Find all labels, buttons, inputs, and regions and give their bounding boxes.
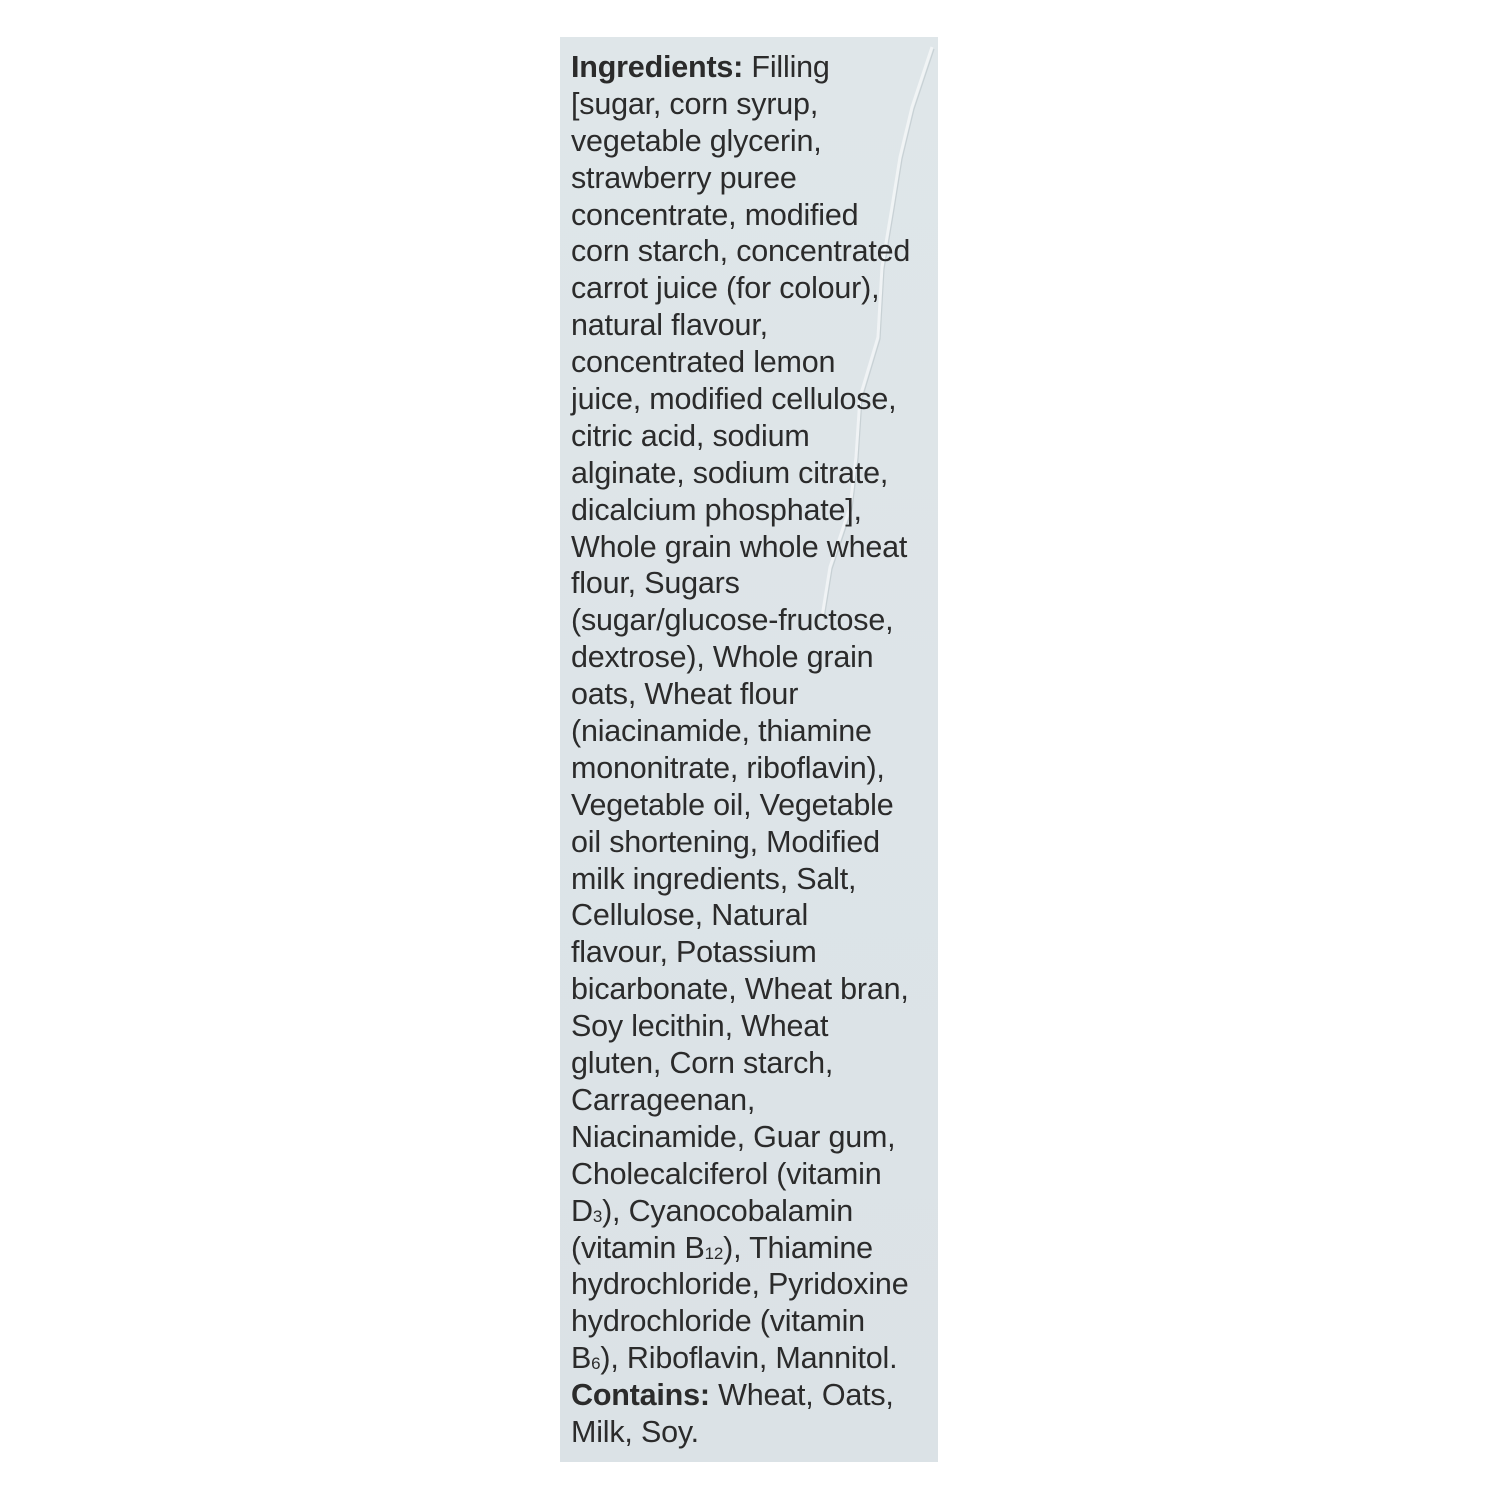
ingredients-line: concentrate, modified: [571, 197, 859, 232]
ingredients-line: citric acid, sodium: [571, 418, 810, 453]
ingredients-line: Vegetable oil, Vegetable: [571, 787, 894, 822]
contains-end-line: Milk, Soy.: [571, 1414, 699, 1449]
b12-suffix: ), Thiamine: [723, 1230, 873, 1265]
ingredients-line: oil shortening, Modified: [571, 824, 880, 859]
ingredients-line: (niacinamide, thiamine: [571, 714, 872, 749]
ingredients-line: vegetable glycerin,: [571, 123, 822, 158]
ingredients-line: gluten, Corn starch,: [571, 1046, 834, 1081]
ingredients-line: Carrageenan,: [571, 1082, 756, 1117]
ingredients-line: Cholecalciferol (vitamin: [571, 1156, 882, 1191]
contains-text: Wheat, Oats,: [709, 1378, 894, 1413]
ingredients-line: [sugar, corn syrup,: [571, 86, 819, 121]
b6-prefix: B: [571, 1341, 592, 1376]
d3-suffix: ), Cyanocobalamin: [602, 1193, 853, 1228]
ingredients-panel: [560, 37, 938, 1462]
vitamin-b12-line: [571, 1230, 937, 1267]
d3-subscript: 3: [592, 1206, 603, 1226]
ingredients-line: dicalcium phosphate],: [571, 492, 862, 527]
ingredients-line: concentrated lemon: [571, 345, 836, 380]
d3-prefix: D: [571, 1193, 593, 1228]
vitamin-d3-line: [571, 1193, 937, 1230]
ingredients-line: flour, Sugars: [571, 566, 740, 601]
ingredients-line: juice, modified cellulose,: [571, 382, 897, 417]
ingredients-line: corn starch, concentrated: [571, 234, 911, 269]
vitamin-b6-line: [571, 1340, 937, 1377]
ingredients-line: (sugar/glucose-fructose,: [571, 603, 894, 638]
contains-heading: Contains:: [571, 1378, 710, 1413]
ingredients-line: flavour, Potassium: [571, 935, 817, 970]
ingredients-line-1: [571, 49, 937, 86]
ingredients-line: oats, Wheat flour: [571, 677, 799, 712]
ingredients-text: [571, 49, 937, 1451]
ingredients-line: milk ingredients, Salt,: [571, 861, 857, 896]
ingredients-line: hydrochloride (vitamin: [571, 1304, 865, 1339]
b12-prefix: (vitamin B: [571, 1230, 705, 1265]
ingredients-line: carrot juice (for colour),: [571, 271, 880, 306]
ingredients-line: alginate, sodium citrate,: [571, 455, 889, 490]
ingredients-line: hydrochloride, Pyridoxine: [571, 1267, 909, 1302]
ingredients-line: Whole grain whole wheat: [571, 529, 908, 564]
ingredients-line: Niacinamide, Guar gum,: [571, 1119, 896, 1154]
b6-suffix: ), Riboflavin, Mannitol.: [600, 1341, 898, 1376]
ingredients-line: Cellulose, Natural: [571, 898, 809, 933]
contains-line: [571, 1377, 937, 1414]
ingredients-line: strawberry puree: [571, 160, 797, 195]
ingredients-line-text: Filling: [743, 50, 830, 84]
ingredients-line: dextrose), Whole grain: [571, 640, 874, 675]
ingredients-heading: Ingredients:: [571, 50, 744, 84]
b12-subscript: 12: [704, 1243, 724, 1263]
ingredients-line: Soy lecithin, Wheat: [571, 1009, 829, 1044]
ingredients-line: mononitrate, riboflavin),: [571, 750, 885, 785]
b6-subscript: 6: [591, 1354, 601, 1374]
ingredients-line: bicarbonate, Wheat bran,: [571, 972, 909, 1007]
ingredients-line: natural flavour,: [571, 308, 768, 343]
